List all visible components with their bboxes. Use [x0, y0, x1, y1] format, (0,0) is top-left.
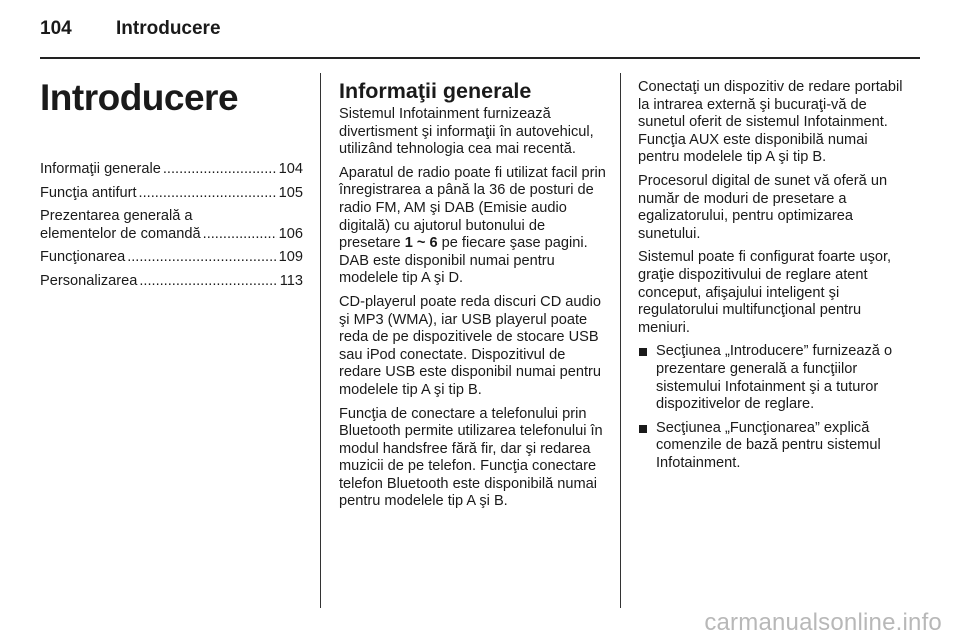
chapter-column: [40, 76, 303, 297]
toc-item-prezentarea-generala[interactable]: [40, 208, 303, 243]
column-divider-1: [320, 73, 321, 608]
toc-item-page: 105: [278, 184, 303, 201]
toc-item-label: Prezentarea generală a elementelor de comandă: [40, 208, 201, 242]
paragraph-configuration: Sistemul poate fi configurat foarte uşor, graţie dispozitivului de reglare atent conceput, afişajului inteligent şi regulatorului multifuncţional pentru meniuri.: [638, 249, 892, 336]
section-title: Informaţii generale: [339, 79, 532, 103]
list-item: [638, 420, 904, 473]
list-item-text: Secţiunea „Funcţionarea” explică comenzile de bază pentru sistemul Infotainment.: [656, 419, 881, 471]
page-number: 104: [40, 18, 72, 39]
paragraph-bluetooth: Funcţia de conectare a telefonului prin Bluetooth permite utilizarea telefonului în modul handsfree fără fir, dar şi redarea muzicii de pe telefon. Funcţia conectare telefon Bluetooth este disponibilă numai pentru modelele tip A şi B.: [339, 405, 603, 510]
bullet-list: [638, 343, 904, 472]
toc-leader-dots: [139, 185, 277, 203]
toc-item-page: 113: [279, 272, 303, 289]
paragraph-infotainment: Sistemul Infotainment furnizează divertisment şi informaţii în autovehicul, utilizând tehnologia cea mai recentă.: [339, 106, 594, 158]
paragraph-radio: [339, 165, 607, 288]
toc-leader-dots: [163, 161, 277, 179]
toc-leader-dots: [139, 273, 277, 291]
paragraph-text: Aparatul de radio poate fi utilizat facil prin înregistrarea a până la 36 de posturi de radio FM, AM şi DAB (Emisie audio digitală) cu ajutorul butonului de presetare: [339, 164, 606, 252]
square-bullet-icon: [639, 425, 647, 433]
toc-item-label: Personalizarea: [40, 272, 138, 289]
toc-item-label: Funcţia antifurt: [40, 184, 137, 201]
list-item-text: Secţiunea „Introducere” furnizează o prezentare generală a funcţiilor sistemului Infotainment şi a tuturor dispozitivelor de reglare.: [656, 343, 893, 413]
toc-item-label: Informaţii generale: [40, 161, 161, 177]
running-title: Introducere: [116, 18, 221, 39]
toc-leader-dots: [203, 226, 277, 244]
toc-leader-dots: [127, 249, 276, 267]
toc-item-personalizarea[interactable]: [40, 273, 303, 291]
paragraph-text: pe fiecare şase pagini. DAB este disponibil numai pentru modelele tip A şi D.: [339, 235, 588, 287]
paragraph-dsp: Procesorul digital de sunet vă oferă un număr de moduri de presetare a egalizatorului, pentru optimizarea sunetului.: [638, 172, 888, 242]
paragraph-aux: Conectaţi un dispozitiv de redare portabil la intrarea externă şi bucuraţi-vă de sunetul oferit de sistemul Infotainment. Funcţia AUX este disponibilă numai pentru modelele tip A şi tip B.: [638, 79, 903, 166]
toc-item-informatii-generale[interactable]: [40, 161, 303, 179]
column-divider-2: [620, 73, 621, 608]
table-of-contents: [40, 161, 303, 291]
page-header: [40, 18, 221, 48]
chapter-title: Introducere: [40, 77, 239, 118]
toc-item-page: 106: [278, 225, 303, 242]
continuation-column: [638, 79, 904, 478]
toc-item-functionarea[interactable]: [40, 249, 303, 267]
toc-item-page: 104: [278, 161, 303, 177]
watermark: carmanualsonline.info: [704, 609, 942, 636]
square-bullet-icon: [639, 348, 647, 356]
section-column: [339, 79, 607, 517]
header-rule: [40, 57, 920, 59]
paragraph-cd-usb: CD-playerul poate reda discuri CD audio şi MP3 (WMA), iar USB playerul poate reda de pe dispozitivele de stocare USB sau iPod conectate. Dispozitivul de redare USB este disponibil numai pentru modelele tip A şi tip B.: [339, 293, 602, 398]
preset-button-range: 1 ~ 6: [404, 235, 438, 252]
list-item: [638, 343, 904, 413]
toc-item-label: Funcţionarea: [40, 249, 126, 266]
toc-item-page: 109: [278, 249, 303, 266]
toc-item-functia-antifurt[interactable]: [40, 185, 303, 203]
